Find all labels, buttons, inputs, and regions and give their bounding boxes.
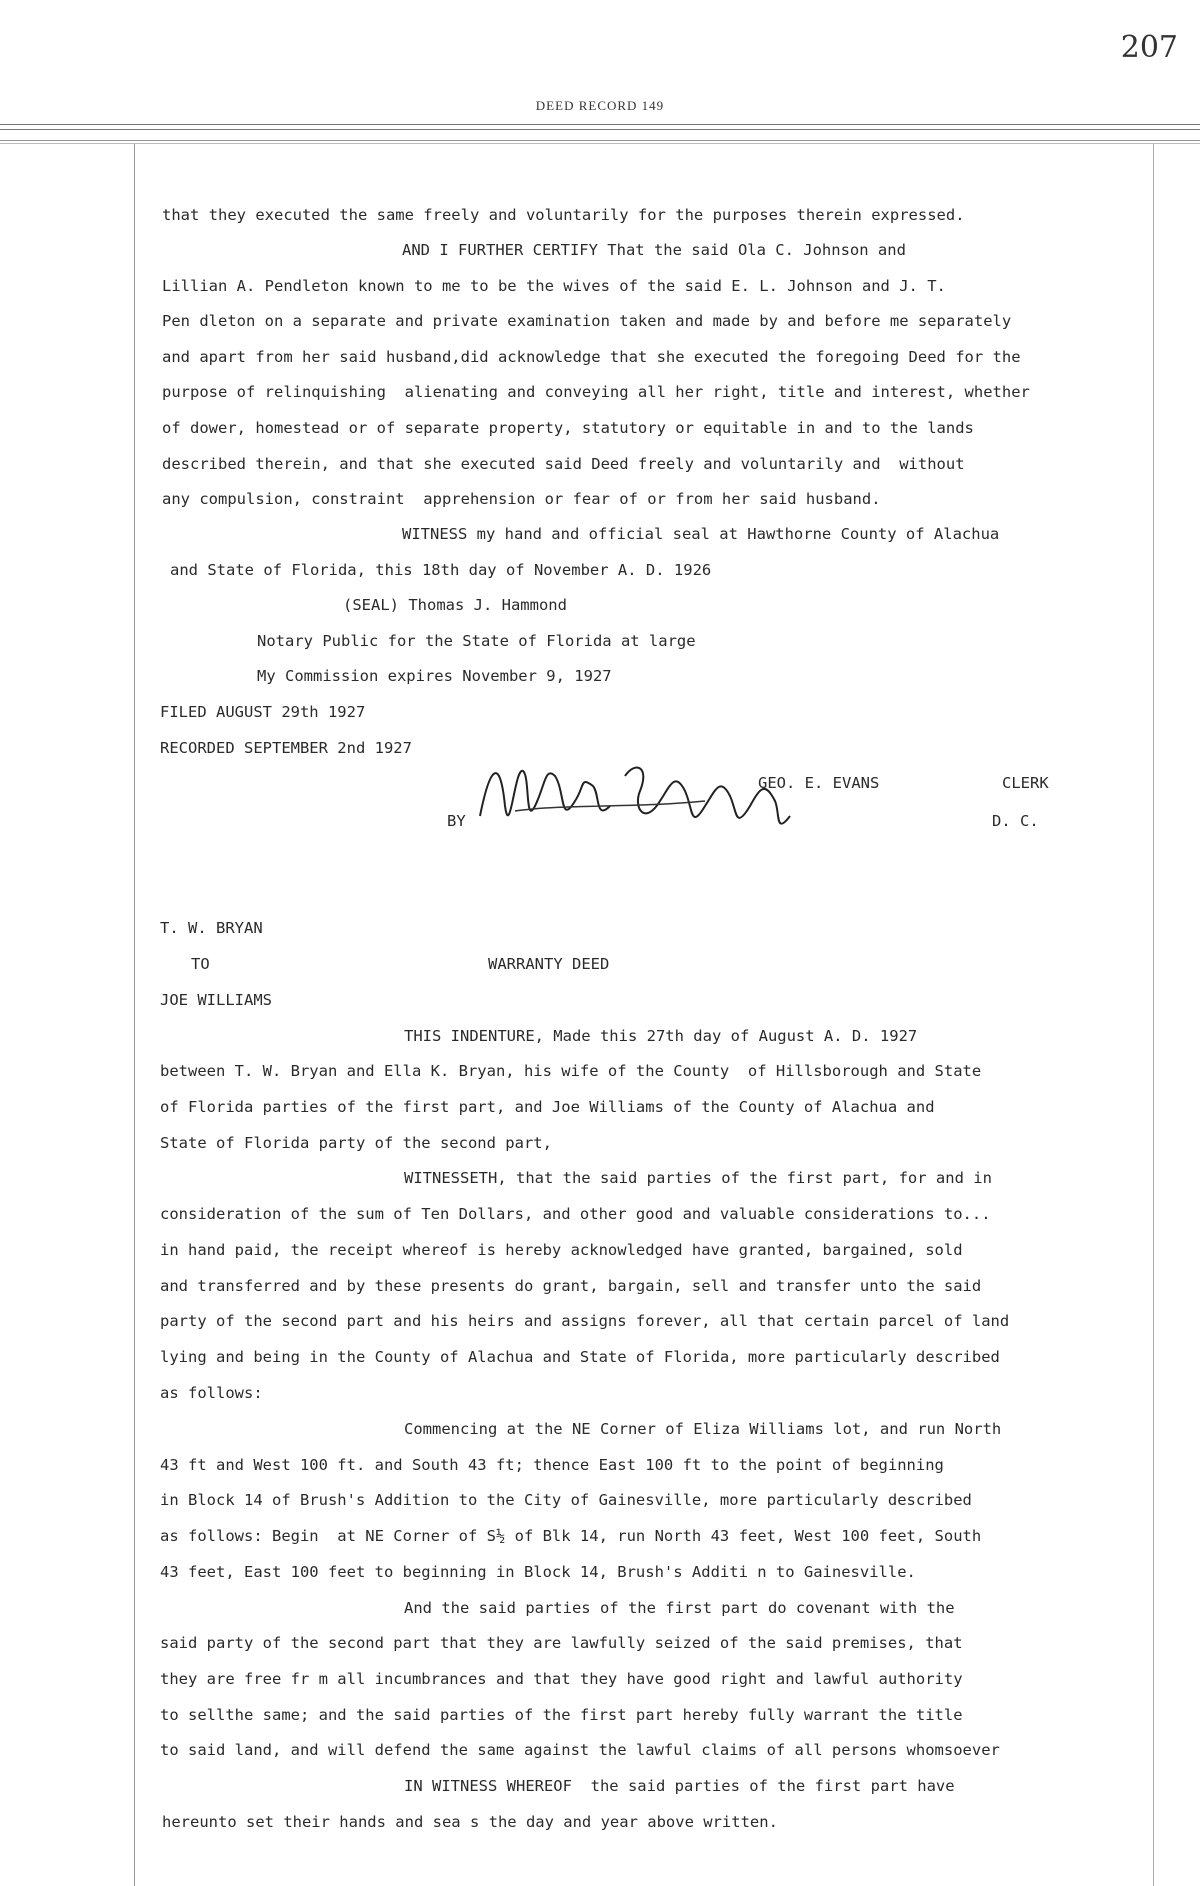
header-rule bbox=[0, 140, 1200, 141]
text-line: Notary Public for the State of Florida at large bbox=[257, 632, 696, 650]
text-line: described therein, and that she executed said Deed freely and voluntarily and without bbox=[162, 455, 965, 473]
text-line: to said land, and will defend the same against the lawful claims of all persons whomsoever bbox=[160, 1741, 1000, 1759]
text-line: Pen dleton on a separate and private examination taken and made by and before me separately bbox=[162, 312, 1012, 330]
deputy-clerk-label: D. C. bbox=[992, 812, 1039, 830]
text-line: in hand paid, the receipt whereof is hereby acknowledged have granted, bargained, sold bbox=[160, 1241, 963, 1259]
running-head: DEED RECORD 149 bbox=[535, 98, 665, 113]
grantee-name: JOE WILLIAMS bbox=[160, 991, 272, 1009]
clerk-title: CLERK bbox=[1002, 774, 1049, 792]
clerk-name: GEO. E. EVANS bbox=[758, 774, 880, 792]
clerk-signature bbox=[475, 746, 815, 856]
text-line: AND I FURTHER CERTIFY That the said Ola C. Johnson and bbox=[402, 241, 906, 259]
text-line: they are free fr m all incumbrances and that they have good right and lawful authority bbox=[160, 1670, 963, 1688]
text-line: consideration of the sum of Ten Dollars, and other good and valuable considerations to... bbox=[160, 1205, 991, 1223]
text-line: WITNESSETH, that the said parties of the first part, for and in bbox=[404, 1169, 992, 1187]
text-line: THIS INDENTURE, Made this 27th day of August A. D. 1927 bbox=[404, 1027, 918, 1045]
text-line: My Commission expires November 9, 1927 bbox=[257, 667, 612, 685]
text-line: hereunto set their hands and sea s the day and year above written. bbox=[162, 1813, 778, 1831]
text-line: of dower, homestead or of separate property, statutory or equitable in and to the lands bbox=[162, 419, 974, 437]
text-line: purpose of relinquishing alienating and conveying all her right, title and interest, whether bbox=[162, 383, 1030, 401]
filed-date: FILED AUGUST 29th 1927 bbox=[160, 703, 366, 721]
grantor-name: T. W. BRYAN bbox=[160, 919, 263, 937]
to-label: TO bbox=[191, 955, 210, 973]
text-line: Lillian A. Pendleton known to me to be the wives of the said E. L. Johnson and J. T. bbox=[162, 277, 946, 295]
right-margin-rule bbox=[1153, 144, 1154, 1886]
text-line: And the said parties of the first part do covenant with the bbox=[404, 1599, 955, 1617]
text-line: of Florida parties of the first part, and Joe Williams of the County of Alachua and bbox=[160, 1098, 935, 1116]
deed-type: WARRANTY DEED bbox=[488, 955, 610, 973]
text-line: as follows: bbox=[160, 1384, 263, 1402]
text-line: IN WITNESS WHEREOF the said parties of the first part have bbox=[404, 1777, 955, 1795]
text-line: as follows: Begin at NE Corner of S½ of Blk 14, run North 43 feet, West 100 feet, South bbox=[160, 1527, 982, 1545]
text-line: 43 feet, East 100 feet to beginning in Block 14, Brush's Additi n to Gainesville. bbox=[160, 1563, 916, 1581]
header-rule bbox=[0, 129, 1200, 130]
page-number: 207 bbox=[1120, 30, 1178, 65]
text-line: lying and being in the County of Alachua and State of Florida, more particularly described bbox=[160, 1348, 1000, 1366]
text-line: 43 ft and West 100 ft. and South 43 ft; thence East 100 ft to the point of beginning bbox=[160, 1456, 944, 1474]
text-line: any compulsion, constraint apprehension or fear of or from her said husband. bbox=[162, 490, 881, 508]
text-line: and transferred and by these presents do grant, bargain, sell and transfer unto the said bbox=[160, 1277, 982, 1295]
text-line: party of the second part and his heirs and assigns forever, all that certain parcel of land bbox=[160, 1312, 1010, 1330]
text-line: between T. W. Bryan and Ella K. Bryan, his wife of the County of Hillsborough and State bbox=[160, 1062, 982, 1080]
text-line: said party of the second part that they are lawfully seized of the said premises, that bbox=[160, 1634, 963, 1652]
text-line: State of Florida party of the second part, bbox=[160, 1134, 552, 1152]
text-line: Commencing at the NE Corner of Eliza Williams lot, and run North bbox=[404, 1420, 1002, 1438]
recorded-date: RECORDED SEPTEMBER 2nd 1927 bbox=[160, 739, 412, 757]
seal-line: (SEAL) Thomas J. Hammond bbox=[343, 596, 567, 614]
text-line: WITNESS my hand and official seal at Hawthorne County of Alachua bbox=[402, 525, 1000, 543]
header-rule bbox=[0, 143, 1200, 144]
text-line: that they executed the same freely and voluntarily for the purposes therein expressed. bbox=[162, 206, 965, 224]
text-line: and State of Florida, this 18th day of November A. D. 1926 bbox=[170, 561, 712, 579]
header-rule bbox=[0, 124, 1200, 125]
text-line: in Block 14 of Brush's Addition to the City of Gainesville, more particularly described bbox=[160, 1491, 972, 1509]
left-margin-rule bbox=[134, 144, 135, 1886]
text-line: and apart from her said husband,did acknowledge that she executed the foregoing Deed for the bbox=[162, 348, 1021, 366]
text-line: to sellthe same; and the said parties of the first part hereby fully warrant the title bbox=[160, 1706, 963, 1724]
by-label: BY bbox=[447, 812, 466, 830]
